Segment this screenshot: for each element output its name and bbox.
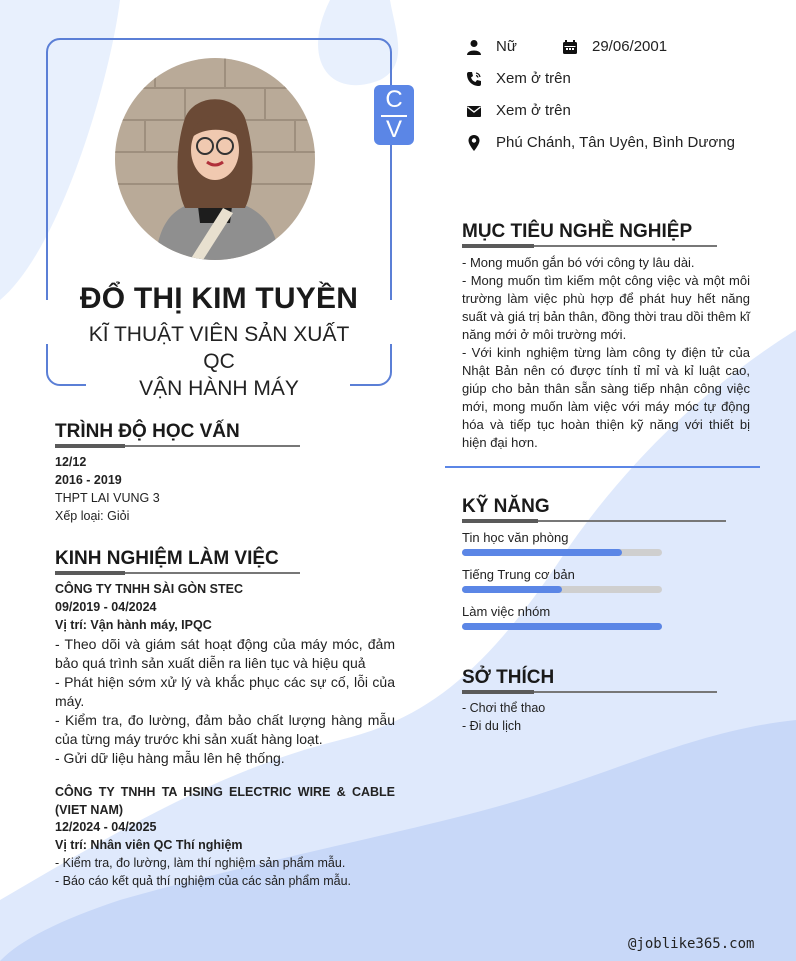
gender-value: Nữ	[496, 38, 517, 55]
job-1-duty-2: - Phát hiện sớm xử lý và khắc phục các sự cố, lỗi của máy.	[55, 674, 395, 709]
skills-title: KỸ NĂNG	[462, 496, 550, 517]
job-1-duty-3: - Kiểm tra, đo lường, đảm bảo chất lượng hàng mẫu của từng máy trước khi sản xuất hàng loạt.	[55, 712, 395, 747]
education-school: THPT LAI VUNG 3	[55, 491, 160, 505]
hobbies-title: SỞ THÍCH	[462, 667, 555, 688]
objective-title: MỤC TIÊU NGHỀ NGHIỆP	[462, 221, 693, 242]
hobby-item-2: - Đi du lịch	[462, 719, 522, 733]
experience-title: KINH NGHIỆM LÀM VIỆC	[55, 548, 279, 569]
skill-bar-2	[462, 586, 662, 593]
address-value: Phú Chánh, Tân Uyên, Bình Dương	[496, 134, 735, 151]
job-2-company: CÔNG TY TNHH TA HSING ELECTRIC WIRE & CABLE (VIET NAM)	[55, 785, 395, 817]
skill-label-1: Tin học văn phòng	[462, 530, 569, 545]
phone-icon	[466, 71, 482, 87]
contact-email	[466, 102, 571, 119]
experience-rule	[55, 572, 300, 574]
education-rank: Xếp loại: Giỏi	[55, 509, 130, 523]
skill-bar-fill-2	[462, 586, 562, 593]
role-3: VẬN HÀNH MÁY	[139, 377, 299, 400]
job-1-duty-4: - Gửi dữ liệu hàng mẫu lên hệ thống.	[55, 750, 285, 766]
role-1: KĨ THUẬT VIÊN SẢN XUẤT	[88, 323, 350, 346]
role-2: QC	[203, 350, 235, 373]
hobbies-rule	[462, 691, 717, 693]
mail-icon	[466, 103, 482, 119]
skill-bar-fill-1	[462, 549, 622, 556]
job-2-period: 12/2024 - 04/2025	[55, 820, 157, 834]
calendar-icon	[562, 39, 578, 55]
job-2-duty-1: - Kiểm tra, đo lường, làm thí nghiệm sản phẩm mẫu.	[55, 856, 346, 870]
candidate-name: ĐỔ THỊ KIM TUYỀN	[79, 282, 359, 315]
phone-value: Xem ở trên	[496, 70, 571, 87]
contact-address	[466, 134, 735, 151]
job-1-position: Vị trí: Vận hành máy, IPQC	[55, 618, 212, 632]
avatar	[115, 58, 315, 260]
education-rule	[55, 445, 300, 447]
birthday-value: 29/06/2001	[592, 38, 668, 55]
objective-item-3: - Với kinh nghiệm từng làm công ty điện tử của Nhật Bản nên có được tính tỉ mỉ và kỉ luật cao, giúp cho bản thân sẵn sàng tiếp nhận công việc mới, mong muốn làm việc với máy móc tự động hóa và tiếp tục hoàn thiện kỹ năng với thiết bị hiện đại hơn.	[462, 345, 750, 450]
skill-label-2: Tiếng Trung cơ bản	[462, 567, 575, 582]
footer-watermark: @joblike365.com	[628, 936, 755, 952]
right-divider	[445, 466, 760, 468]
job-2-duty-2: - Báo cáo kết quả thí nghiệm của các sản phẩm mẫu.	[55, 874, 352, 888]
job-2-position: Vị trí: Nhân viên QC Thí nghiệm	[55, 838, 243, 852]
contact-birthday	[562, 38, 667, 55]
email-value: Xem ở trên	[496, 102, 571, 119]
skill-bar-1	[462, 549, 662, 556]
contact-phone	[466, 70, 571, 87]
contact-gender	[466, 38, 517, 55]
skill-bar-3	[462, 623, 662, 630]
objective-rule	[462, 245, 717, 247]
education-title: TRÌNH ĐỘ HỌC VẤN	[55, 421, 240, 442]
skills-rule	[462, 520, 726, 522]
job-1-company: CÔNG TY TNHH SÀI GÒN STEC	[55, 582, 243, 596]
cv-badge-divider	[381, 115, 407, 117]
skill-bar-fill-3	[462, 623, 662, 630]
education-period: 2016 - 2019	[55, 473, 122, 487]
education-grade: 12/12	[55, 455, 87, 469]
objective-item-1: - Mong muốn gắn bó với công ty lâu dài.	[462, 255, 695, 270]
skill-label-3: Làm việc nhóm	[462, 604, 551, 619]
cv-badge-letter-v: V	[385, 116, 402, 143]
person-icon	[466, 39, 482, 55]
cv-badge-letter-c: C	[385, 86, 403, 113]
job-1-duty-1: - Theo dõi và giám sát hoạt động của máy móc, đảm bảo quá trình sản xuất diễn ra liên tục và hiệu quả	[55, 636, 395, 671]
objective-item-2: - Mong muốn tìm kiếm một công việc và một môi trường làm việc phù hợp để phát huy hết năng suất và giá trị bản thân, đồng thời trau dồi thêm kĩ năng mới ở môi trường mới.	[462, 273, 750, 342]
hobby-item-1: - Chơi thể thao	[462, 701, 546, 715]
location-pin-icon	[466, 135, 482, 151]
job-1-period: 09/2019 - 04/2024	[55, 600, 157, 614]
